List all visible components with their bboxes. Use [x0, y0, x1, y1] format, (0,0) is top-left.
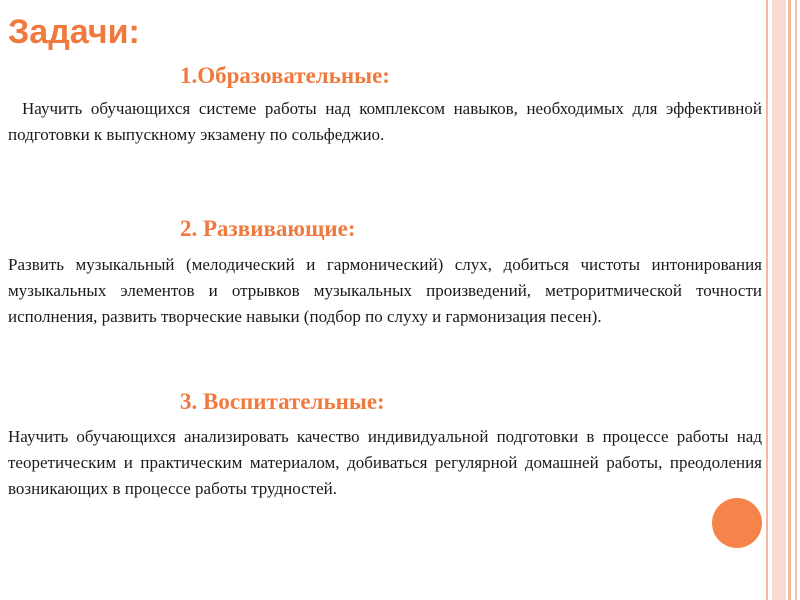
decorative-border-line — [788, 0, 791, 600]
section-text-educational: Научить обучающихся системе работы над комплексом навыков, необходимых для эффективной подготовки к выпускному экзамену по сольфеджио. — [8, 99, 762, 144]
decorative-orange-circle — [712, 498, 762, 548]
decorative-border-line — [766, 0, 768, 600]
section-text-developmental: Развить музыкальный (мелодический и гармонический) слух, добиться чистоты интонирования музыкальных элементов и отрывков музыкальных произведений, метроритмической точности исполнения, развить творческие навыки (подбор по слуху и гармонизация песен). — [8, 255, 762, 326]
slide-title: Задачи: — [8, 13, 140, 51]
section-heading-educational: 1.Образовательные: — [180, 63, 390, 88]
decorative-border-band — [772, 0, 786, 600]
section-heading-developmental: 2. Развивающие: — [180, 216, 356, 241]
decorative-border-line — [795, 0, 797, 600]
section-heading-upbringing: 3. Воспитательные: — [180, 389, 385, 414]
section-text-upbringing: Научить обучающихся анализировать качество индивидуальной подготовки в процессе работы над теоретическим и практическим материалом, добиваться регулярной домашней работы, преодоления возникающих в процессе работы трудностей. — [8, 427, 762, 498]
